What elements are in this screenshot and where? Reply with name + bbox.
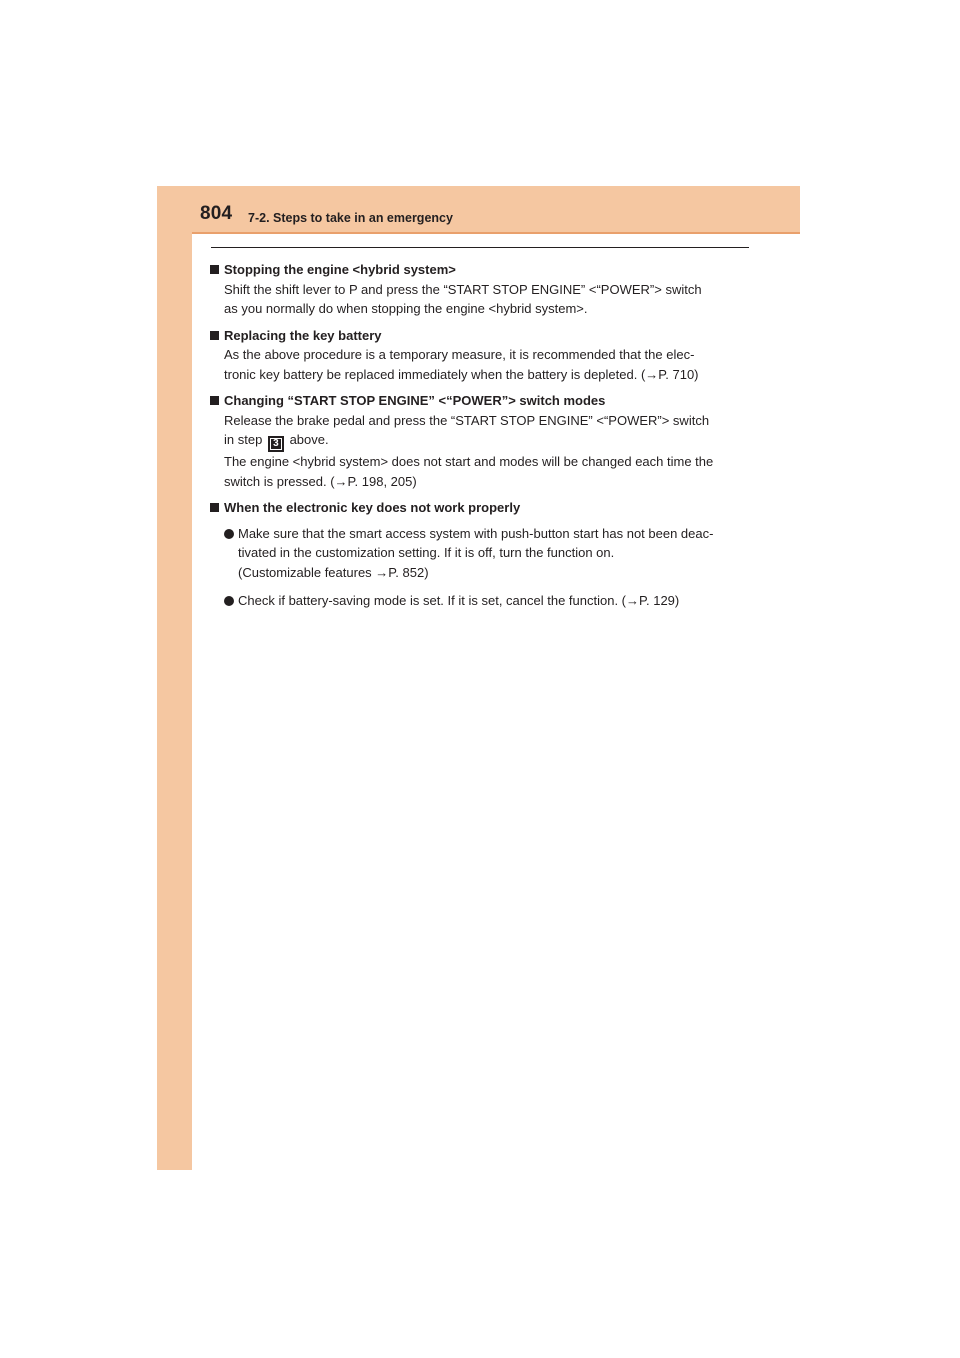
item-changing-modes [210,391,750,491]
bullet-item [210,591,750,611]
page-number: 804 [200,203,233,224]
content-divider [211,247,749,248]
header-left-block [157,186,192,234]
section-title: 7-2. Steps to take in an emergency [248,211,453,225]
body-line: Shift the shift lever to P and press the “START STOP ENGINE” <“POWER”> switch [224,281,702,297]
content-area [210,260,750,618]
body-line: The engine <hybrid system> does not start and modes will be changed each time the [224,454,714,469]
header-band [192,186,800,232]
circle-bullet-icon [224,529,234,539]
item-heading: Changing “START STOP ENGINE” <“POWER”> switch modes [210,391,750,411]
square-bullet-icon [210,396,219,405]
step-number-icon: 3 [268,436,284,452]
item-heading: When the electronic key does not work properly [210,498,750,518]
item-heading: Stopping the engine <hybrid system> [210,260,750,280]
body-line: As the above procedure is a temporary measure, it is recommended that the elec- [224,347,695,362]
circle-bullet-icon [224,596,234,606]
body-line: in step 3 above. [224,430,750,452]
body-line: tivated in the customization setting. If it is off, turn the function on. [238,545,615,560]
item-heading: Replacing the key battery [210,326,750,346]
item-body [210,411,750,492]
body-line: Make sure that the smart access system with push-button start has not been deac- [238,525,714,541]
side-color-band [157,186,192,1170]
item-body [210,280,750,319]
square-bullet-icon [210,331,219,340]
item-key-not-working [210,498,750,611]
body-line: Check if battery-saving mode is set. If it is set, cancel the function. (→P. 129) [238,593,680,608]
item-replacing-battery [210,326,750,385]
body-line: (Customizable features →P. 852) [238,564,429,580]
body-line: switch is pressed. (→P. 198, 205) [224,473,417,489]
header-rule [192,232,800,234]
square-bullet-icon [210,503,219,512]
bullet-item [210,524,750,583]
body-line: as you normally do when stopping the engine <hybrid system>. [224,301,588,316]
item-stopping-engine [210,260,750,319]
square-bullet-icon [210,265,219,274]
body-line: Release the brake pedal and press the “START STOP ENGINE” <“POWER”> switch [224,412,710,428]
body-line: tronic key battery be replaced immediately when the battery is depleted. (→P. 710) [224,366,699,382]
item-body [210,345,750,384]
